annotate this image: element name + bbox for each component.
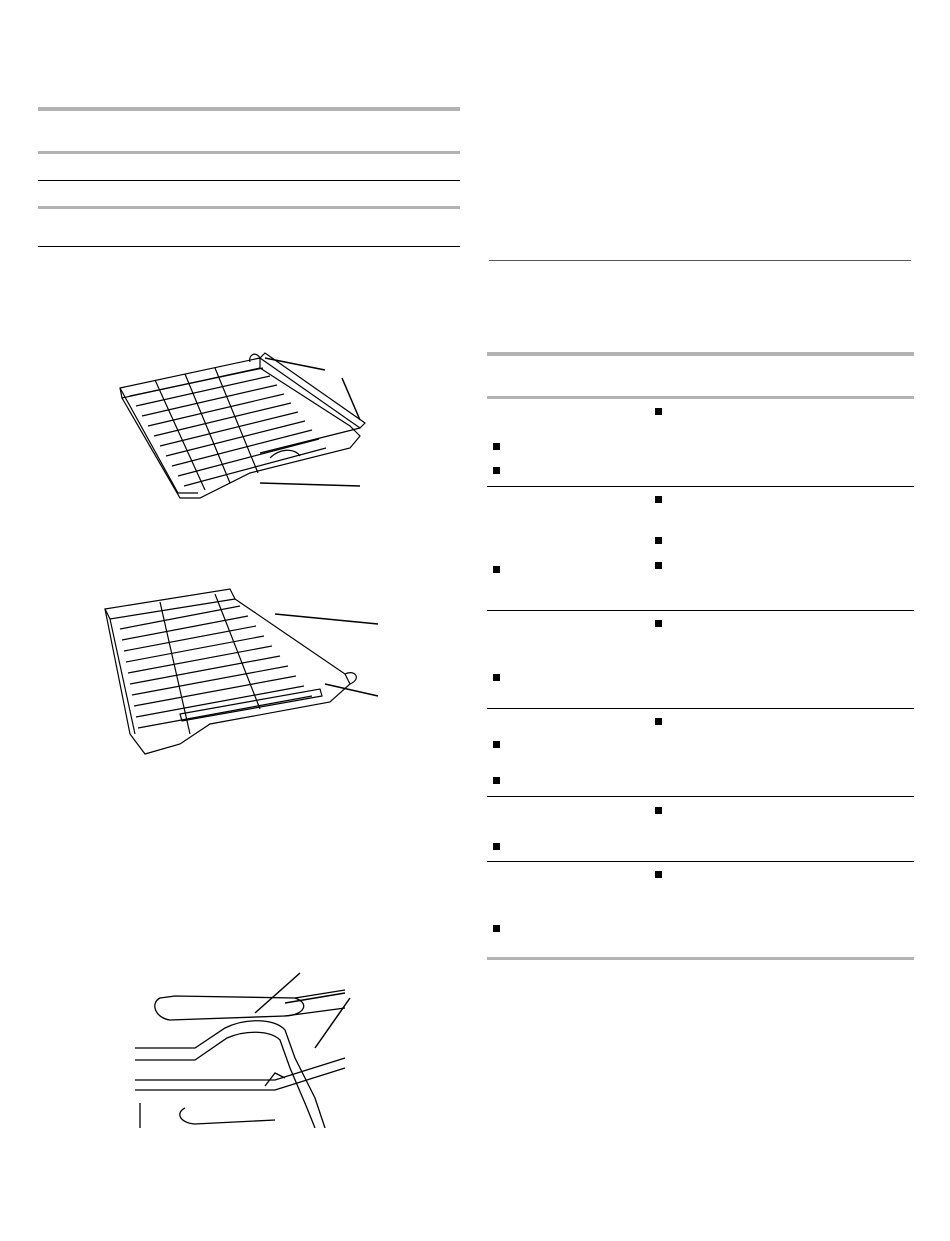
square-bullet-icon (493, 741, 500, 748)
roll-out-oven-rack-illustration (100, 584, 390, 759)
square-bullet-icon (493, 467, 500, 474)
square-bullet-icon (655, 408, 662, 415)
square-bullet-icon (655, 496, 662, 503)
right-section-rule (489, 260, 911, 261)
square-bullet-icon (655, 871, 662, 878)
square-bullet-icon (655, 620, 662, 627)
right-table-row-rule-4 (487, 796, 914, 797)
left-table-rule-3 (38, 246, 460, 247)
square-bullet-icon (493, 443, 500, 450)
oven-rack-with-slide-rails-illustration (110, 348, 370, 508)
right-table-bottom-rule (487, 957, 914, 960)
left-header-rule-second (38, 151, 460, 154)
square-bullet-icon (655, 562, 662, 569)
square-bullet-icon (493, 566, 500, 573)
square-bullet-icon (655, 807, 662, 814)
right-table-row-rule-3 (487, 708, 914, 709)
square-bullet-icon (655, 718, 662, 725)
square-bullet-icon (493, 674, 500, 681)
right-table-row-rule-1 (487, 486, 914, 487)
square-bullet-icon (493, 843, 500, 850)
right-table-header-rule-bottom (487, 396, 914, 399)
left-table-rule-2 (38, 206, 460, 209)
rack-handle-closeup-illustration (135, 968, 355, 1128)
right-table-row-rule-5 (487, 861, 914, 862)
left-table-rule-1 (38, 180, 460, 181)
square-bullet-icon (655, 537, 662, 544)
right-table-header-rule-top (487, 352, 914, 356)
square-bullet-icon (493, 925, 500, 932)
left-header-rule-top (38, 107, 460, 111)
square-bullet-icon (493, 777, 500, 784)
right-table-row-rule-2 (487, 610, 914, 611)
